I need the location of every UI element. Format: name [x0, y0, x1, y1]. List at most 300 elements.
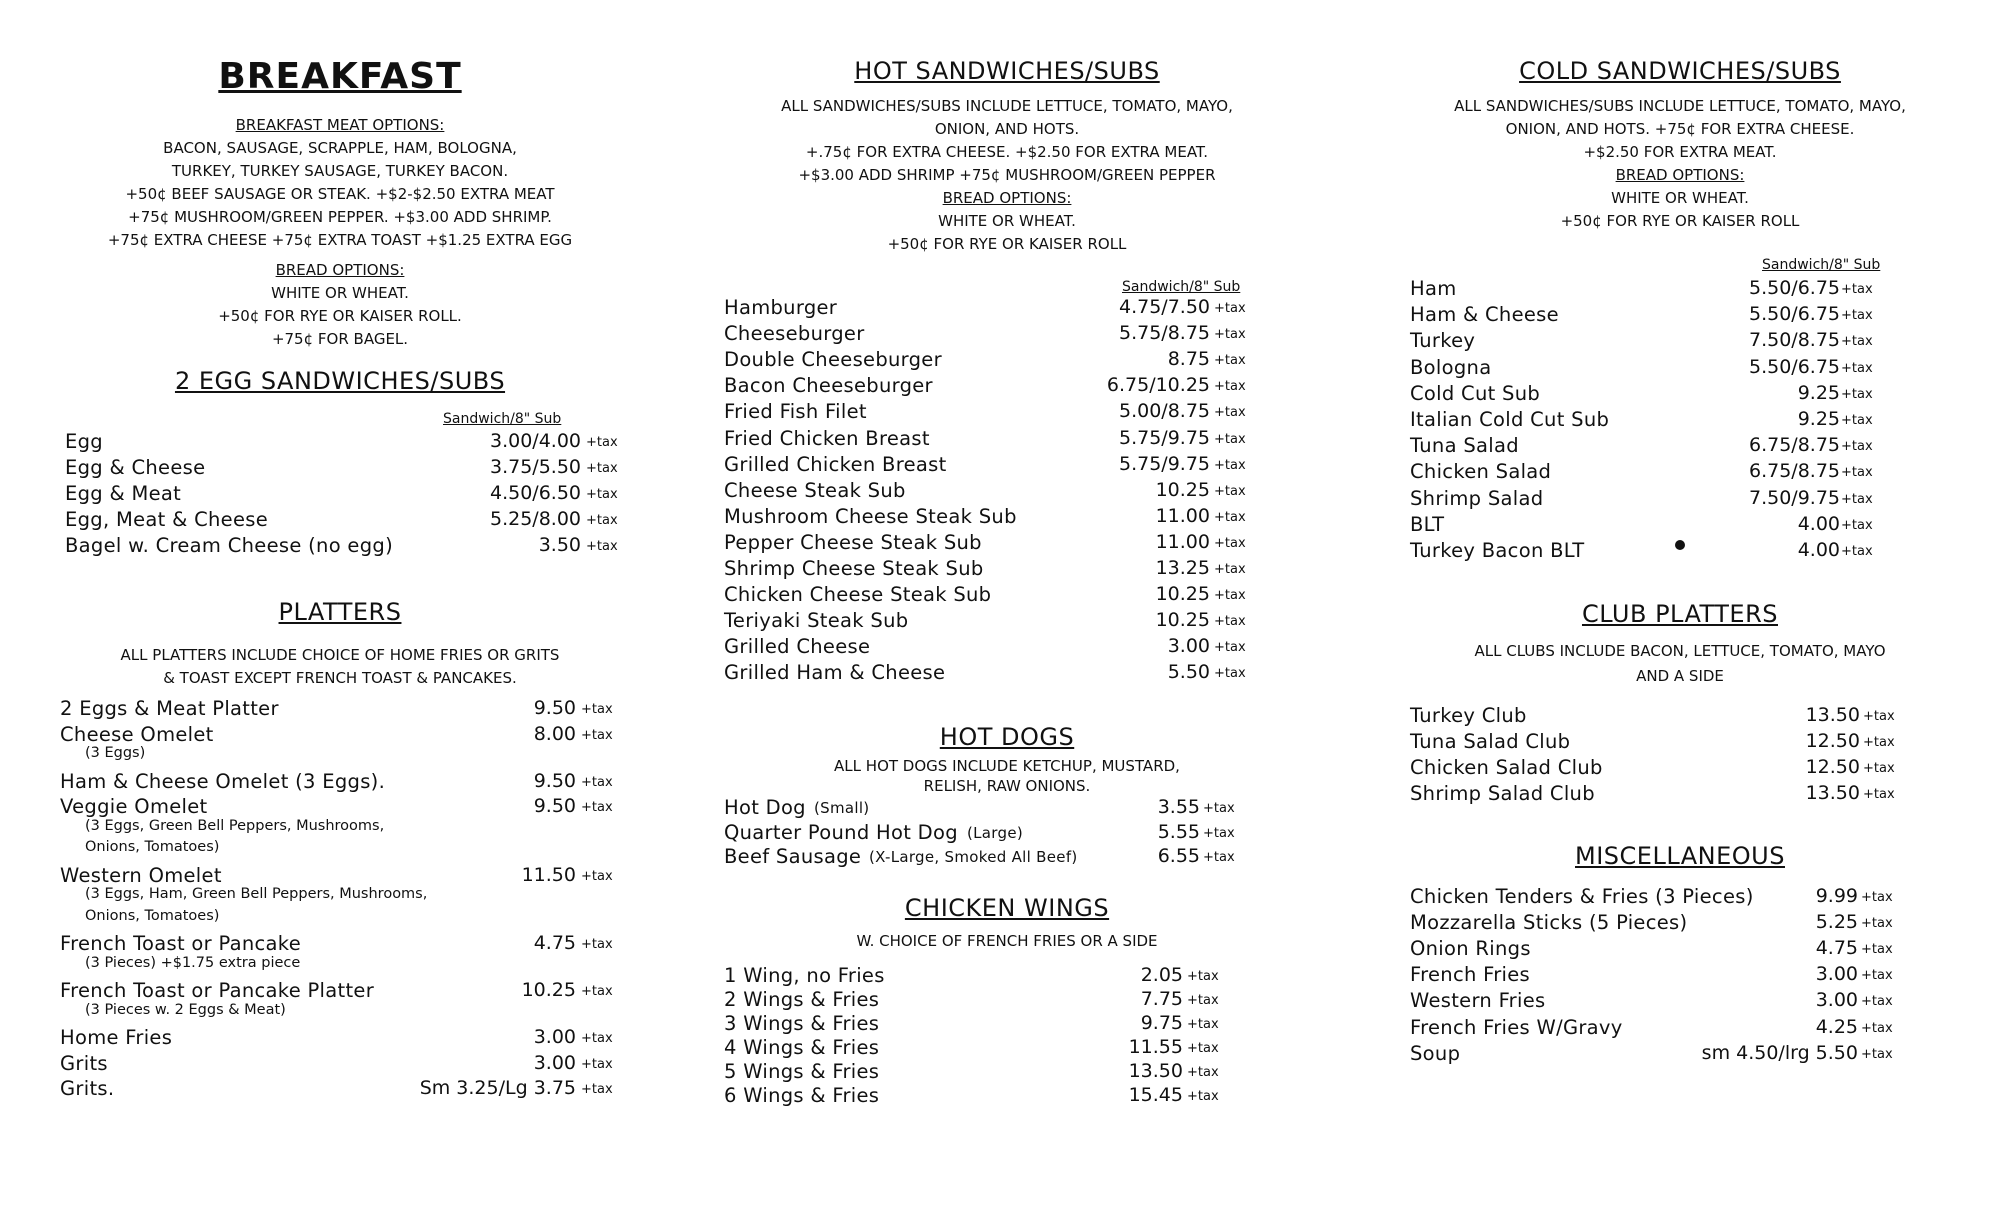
menu-item-price: 9.50: [533, 795, 576, 817]
menu-item-name: Chicken Salad: [1410, 460, 1552, 484]
menu-item-name: Bacon Cheeseburger: [724, 374, 933, 398]
menu-item-name: Chicken Cheese Steak Sub: [724, 583, 992, 607]
tax-label: +tax: [586, 435, 618, 450]
menu-item-price: 4.00: [1797, 539, 1840, 561]
tax-label: +tax: [586, 513, 618, 528]
menu-item-price: 5.50/6.75: [1748, 277, 1840, 299]
menu-item-row: [724, 988, 1290, 1014]
menu-item-row: [65, 430, 625, 456]
menu-item-price: 12.50: [1805, 730, 1860, 752]
tax-label: +tax: [1214, 431, 1246, 447]
meat-line: +50¢ BEEF SAUSAGE OR STEAK. +$2-$2.50 EXTRA MEAT: [125, 185, 555, 203]
tax-label: +tax: [1214, 327, 1246, 343]
menu-item-name: Egg & Cheese: [65, 456, 206, 479]
menu-item-row: [60, 1077, 620, 1103]
bread-line: +50¢ FOR RYE OR KAISER ROLL.: [218, 307, 462, 325]
tax-label: +tax: [1841, 413, 1873, 428]
hot-bread-line: +50¢ FOR RYE OR KAISER ROLL: [887, 235, 1127, 253]
menu-item-name: Hot Dog: [724, 796, 806, 819]
tax-label: +tax: [1861, 916, 1893, 932]
menu-item-row: [724, 531, 1290, 557]
menu-item-row: [1410, 303, 1950, 329]
menu-item-name: Fried Fish Filet: [724, 400, 867, 424]
menu-item-name: Chicken Tenders & Fries (3 Pieces): [1410, 885, 1754, 908]
menu-item-row: [1410, 382, 1950, 408]
tax-label: +tax: [1841, 386, 1873, 402]
menu-item-name: Bologna: [1410, 355, 1492, 379]
menu-item-price: Sm 3.25/Lg 3.75: [419, 1077, 576, 1099]
menu-item-name: Quarter Pound Hot Dog: [724, 820, 958, 844]
tax-label: +tax: [1863, 787, 1895, 802]
tax-label: +tax: [1214, 640, 1246, 656]
tax-label: +tax: [1214, 588, 1246, 604]
tax-label: +tax: [1187, 1089, 1219, 1104]
tax-label: +tax: [1863, 761, 1895, 776]
menu-item-row: [1410, 513, 1950, 539]
menu-item-price: 5.50: [1167, 661, 1210, 684]
bread-options-header: BREAD OPTIONS:: [275, 261, 405, 279]
tax-label: +tax: [1863, 709, 1895, 724]
menu-item-name: Grilled Chicken Breast: [724, 452, 947, 476]
menu-item-description: Onions, Tomatoes): [85, 839, 220, 855]
meat-line: BACON, SAUSAGE, SCRAPPLE, HAM, BOLOGNA,: [163, 139, 517, 157]
menu-item-name: Egg: [65, 430, 103, 453]
menu-item-name: Home Fries: [60, 1026, 173, 1049]
menu-item-price: 11.50: [521, 863, 576, 886]
menu-item-row: [65, 534, 625, 560]
menu-item-price: 4.50/6.50: [489, 482, 581, 504]
menu-item-row: [1410, 885, 1950, 911]
menu-item-price: 9.25: [1797, 381, 1840, 404]
egg-size-header: Sandwich/8" Sub: [443, 411, 562, 427]
menu-item-price: 6.75/8.75: [1748, 460, 1840, 483]
menu-item-detail: (X-Large, Smoked All Beef): [869, 848, 1078, 866]
hot-sandwiches-title: HOT SANDWICHES/SUBS: [854, 57, 1160, 85]
menu-item-name: Shrimp Salad Club: [1410, 782, 1595, 805]
menu-item-price: 3.00: [1815, 963, 1858, 986]
menu-item-name: Turkey Club: [1410, 704, 1527, 727]
menu-item-row: [724, 557, 1290, 583]
menu-item-name: Mushroom Cheese Steak Sub: [724, 504, 1017, 528]
tax-label: +tax: [1214, 666, 1246, 682]
hot-bread-header: BREAD OPTIONS:: [942, 189, 1072, 207]
menu-item-price: 3.00/4.00: [489, 430, 581, 452]
tax-label: +tax: [1841, 360, 1873, 376]
menu-item-name: Tuna Salad Club: [1410, 730, 1571, 753]
tax-label: +tax: [1187, 1065, 1219, 1080]
menu-item-name: 1 Wing, no Fries: [724, 964, 885, 987]
tax-label: +tax: [1841, 334, 1873, 350]
menu-item-price: 10.25: [1155, 609, 1210, 632]
menu-item-price: 11.00: [1155, 530, 1210, 553]
hot-note-line: ONION, AND HOTS.: [934, 120, 1080, 138]
platters-note-line: ALL PLATTERS INCLUDE CHOICE OF HOME FRIES OR GRITS: [120, 646, 560, 664]
hot-dogs-note: [724, 756, 1290, 796]
cold-size-header: Sandwich/8" Sub: [1762, 257, 1881, 273]
menu-item-price: 2.05: [1140, 964, 1183, 986]
menu-item-price: 3.00: [533, 1026, 576, 1048]
tax-label: +tax: [586, 539, 618, 554]
tax-label: +tax: [581, 1031, 613, 1046]
menu-item-name: Western Fries: [1410, 989, 1546, 1013]
bread-line: +75¢ FOR BAGEL.: [271, 330, 409, 348]
menu-item-row: [1410, 487, 1950, 513]
menu-item-name: Western Omelet: [60, 863, 222, 887]
menu-item-price: 13.50: [1128, 1060, 1183, 1082]
menu-item-row: [724, 635, 1290, 661]
menu-item-name: Grilled Cheese: [724, 635, 871, 659]
menu-item-row: [60, 1026, 620, 1052]
tax-label: +tax: [581, 702, 613, 717]
menu-item-row: [60, 697, 620, 723]
tax-label: +tax: [1861, 1020, 1893, 1036]
menu-item-name: Hamburger: [724, 296, 838, 319]
tax-label: +tax: [581, 868, 613, 884]
menu-item-price: 4.75: [533, 932, 576, 954]
menu-item-row: [1410, 730, 1950, 756]
menu-item-name: 2 Eggs & Meat Platter: [60, 697, 279, 720]
menu-item-price: 6.55: [1157, 845, 1200, 867]
bread-line: WHITE OR WHEAT.: [271, 284, 409, 302]
menu-item-price: 9.99: [1815, 885, 1858, 907]
menu-item-price: sm 4.50/lrg 5.50: [1701, 1041, 1858, 1064]
club-note-line: ALL CLUBS INCLUDE BACON, LETTUCE, TOMATO, MAYO: [1474, 642, 1886, 660]
right-column: [1410, 0, 1950, 1214]
menu-item-row: [1410, 1016, 1950, 1042]
menu-item-name: Grilled Ham & Cheese: [724, 661, 946, 685]
menu-item-row: [724, 845, 1290, 871]
menu-item-name: Double Cheeseburger: [724, 348, 942, 372]
menu-item-name: Chicken Salad Club: [1410, 756, 1603, 779]
hot-note-line: +$3.00 ADD SHRIMP +75¢ MUSHROOM/GREEN PEPPER: [798, 166, 1216, 184]
egg-sandwiches-title: 2 EGG SANDWICHES/SUBS: [174, 367, 506, 395]
tax-label: +tax: [1203, 825, 1235, 841]
menu-item-row: [724, 661, 1290, 687]
menu-item-name: French Toast or Pancake Platter: [60, 979, 375, 1002]
tax-label: +tax: [1861, 1046, 1893, 1062]
menu-item-row: [1410, 434, 1950, 460]
tax-label: +tax: [581, 800, 613, 815]
menu-item-name: Tuna Salad: [1410, 434, 1519, 458]
menu-item-row: [1410, 1042, 1950, 1068]
menu-item-name: Ham & Cheese Omelet (3 Eggs).: [60, 769, 386, 793]
menu-item-price: 5.75/8.75: [1118, 322, 1210, 345]
menu-item-name: Grits: [60, 1051, 108, 1075]
menu-item-row: [724, 1084, 1290, 1110]
hot-sandwiches-note: [724, 95, 1290, 256]
menu-item-row: [1410, 989, 1950, 1015]
menu-item-price: 10.25: [1155, 583, 1210, 606]
menu-item-name: 6 Wings & Fries: [724, 1084, 880, 1107]
menu-item-name: Shrimp Salad: [1410, 486, 1544, 510]
menu-item-name: Fried Chicken Breast: [724, 426, 930, 450]
menu-item-price: 9.75: [1140, 1012, 1183, 1034]
meat-line: TURKEY, TURKEY SAUSAGE, TURKEY BACON.: [171, 162, 509, 180]
menu-item-description: (3 Eggs, Ham, Green Bell Peppers, Mushrooms,: [85, 886, 428, 902]
menu-item-description: (3 Eggs): [85, 745, 146, 761]
menu-item-price: 13.25: [1155, 557, 1210, 579]
tax-label: +tax: [1841, 282, 1873, 297]
menu-item-description: Onions, Tomatoes): [85, 907, 220, 924]
menu-item-price: 5.75/9.75: [1118, 452, 1210, 475]
menu-item-name: 2 Wings & Fries: [724, 988, 880, 1011]
menu-item-price: 7.50/9.75: [1748, 486, 1840, 509]
menu-item-description: (3 Pieces) +$1.75 extra piece: [85, 954, 301, 971]
tax-label: +tax: [1214, 614, 1246, 630]
menu-item-row: [724, 1060, 1290, 1086]
menu-item-row: [1410, 356, 1950, 382]
menu-item-price: 4.75/7.50: [1118, 296, 1210, 318]
menu-item-name: Italian Cold Cut Sub: [1410, 408, 1610, 431]
menu-item-name: Onion Rings: [1410, 937, 1531, 961]
menu-item-name: Mozzarella Sticks (5 Pieces): [1410, 911, 1688, 935]
menu-item-price: 5.25/8.00: [489, 508, 581, 530]
menu-item-price: 4.00: [1797, 512, 1840, 535]
menu-item-detail: (Small): [814, 799, 870, 817]
tax-label: +tax: [1214, 562, 1246, 577]
breakfast-title: BREAKFAST: [218, 56, 462, 97]
menu-item-row: [724, 296, 1290, 322]
tax-label: +tax: [1841, 491, 1873, 507]
menu-item-row: [60, 1052, 620, 1078]
club-platters-note: [1410, 639, 1950, 689]
tax-label: +tax: [586, 487, 618, 502]
menu-item-price: 10.25: [1155, 478, 1210, 501]
menu-item-name: Ham & Cheese: [1410, 303, 1559, 327]
breakfast-meat-options: [60, 114, 620, 252]
menu-item-row: [724, 374, 1290, 400]
menu-item-description: (3 Pieces w. 2 Eggs & Meat): [85, 1001, 286, 1018]
hot-dogs-note-line: RELISH, RAW ONIONS.: [923, 777, 1091, 795]
tax-label: +tax: [1841, 465, 1873, 481]
menu-item-name: Veggie Omelet: [60, 795, 208, 818]
chicken-wings-title: CHICKEN WINGS: [904, 894, 1110, 922]
menu-item-price: 5.50/6.75: [1748, 355, 1840, 378]
menu-item-price: 9.25: [1797, 408, 1840, 430]
menu-item-price: 13.50: [1805, 704, 1860, 726]
tax-label: +tax: [581, 727, 613, 743]
tax-label: +tax: [1214, 483, 1246, 499]
menu-item-row: [1410, 963, 1950, 989]
cold-sandwiches-note: [1410, 95, 1950, 233]
platters-note-line: & TOAST EXCEPT FRENCH TOAST & PANCAKES.: [163, 669, 517, 687]
menu-item-row: [724, 1012, 1290, 1038]
menu-item-row: [1410, 277, 1950, 303]
menu-item-row: [65, 482, 625, 508]
cold-bread-header: BREAD OPTIONS:: [1615, 166, 1745, 184]
menu-item-description: (3 Eggs, Green Bell Peppers, Mushrooms,: [85, 817, 385, 834]
menu-item-price: 13.50: [1805, 782, 1860, 804]
tax-label: +tax: [581, 984, 613, 999]
menu-item-row: [1410, 329, 1950, 355]
platters-note: [60, 644, 620, 690]
menu-item-name: Pepper Cheese Steak Sub: [724, 530, 982, 554]
hot-dogs-note-line: ALL HOT DOGS INCLUDE KETCHUP, MUSTARD,: [834, 757, 1180, 775]
menu-item-name: Ham: [1410, 277, 1457, 300]
tax-label: +tax: [1861, 890, 1893, 905]
tax-label: +tax: [1863, 735, 1895, 750]
menu-item-row: [724, 1036, 1290, 1062]
menu-item-row: [1410, 911, 1950, 937]
menu-item-row: [724, 583, 1290, 609]
tax-label: +tax: [1861, 968, 1893, 984]
tax-label: +tax: [586, 461, 618, 476]
meat-line: +75¢ MUSHROOM/GREEN PEPPER. +$3.00 ADD SHRIMP.: [128, 208, 552, 226]
hot-bread-line: WHITE OR WHEAT.: [938, 212, 1076, 230]
menu-item-price: 4.75: [1815, 937, 1858, 960]
cold-bread-line: +50¢ FOR RYE OR KAISER ROLL: [1560, 212, 1800, 230]
middle-column: [724, 0, 1290, 1214]
menu-item-row: [724, 796, 1290, 822]
cold-bread-line: WHITE OR WHEAT.: [1611, 189, 1749, 207]
menu-item-row: [724, 964, 1290, 990]
menu-item-name: Beef Sausage: [724, 845, 862, 868]
club-platters-title: CLUB PLATTERS: [1581, 600, 1778, 628]
menu-item-name: Cheese Steak Sub: [724, 478, 906, 502]
tax-label: +tax: [581, 1056, 613, 1072]
menu-item-row: [1410, 756, 1950, 782]
menu-item-price: 9.50: [533, 769, 576, 792]
menu-item-price: 3.75/5.50: [489, 456, 581, 478]
menu-item-name: French Toast or Pancake: [60, 932, 302, 955]
menu-item-row: [1410, 460, 1950, 486]
tax-label: +tax: [1841, 517, 1873, 533]
menu-item-name: Cold Cut Sub: [1410, 381, 1541, 405]
menu-item-name: 4 Wings & Fries: [724, 1036, 880, 1059]
tax-label: +tax: [1214, 509, 1246, 525]
tax-label: +tax: [1841, 308, 1873, 324]
menu-item-row: [724, 427, 1290, 453]
menu-item-price: 3.55: [1157, 796, 1200, 818]
menu-item-price: 3.00: [533, 1051, 576, 1074]
menu-item-price: 3.50: [538, 534, 581, 556]
hot-note-line: ALL SANDWICHES/SUBS INCLUDE LETTUCE, TOMATO, MAYO,: [781, 97, 1233, 115]
menu-item-name: Grits.: [60, 1077, 115, 1100]
cold-note-line: +$2.50 FOR EXTRA MEAT.: [1583, 143, 1777, 161]
tax-label: +tax: [1214, 353, 1246, 369]
menu-item-price: 8.00: [533, 722, 576, 745]
menu-item-price: 10.25: [521, 979, 576, 1001]
menu-item-price: 8.75: [1167, 348, 1210, 371]
menu-item-row: [724, 821, 1290, 847]
menu-item-name: Egg & Meat: [65, 482, 182, 505]
menu-item-row: [1410, 937, 1950, 963]
menu-item-row: [724, 609, 1290, 635]
menu-item-detail: (Large): [967, 823, 1024, 842]
tax-label: +tax: [1861, 942, 1893, 958]
meat-line: +75¢ EXTRA CHEESE +75¢ EXTRA TOAST +$1.25 EXTRA EGG: [107, 231, 573, 249]
platters-title: PLATTERS: [278, 598, 402, 626]
tax-label: +tax: [1187, 969, 1219, 984]
menu-item-row: [724, 505, 1290, 531]
menu-item-price: 5.00/8.75: [1118, 400, 1210, 423]
menu-item-name: Soup: [1410, 1041, 1461, 1065]
left-column: [60, 0, 620, 1214]
miscellaneous-title: MISCELLANEOUS: [1575, 842, 1785, 870]
menu-item-row: [724, 322, 1290, 348]
menu-item-row: [724, 348, 1290, 374]
tax-label: +tax: [1214, 535, 1246, 551]
menu-item-name: Teriyaki Steak Sub: [724, 609, 909, 633]
menu-item-row: [1410, 782, 1950, 808]
meat-options-header: BREAKFAST MEAT OPTIONS:: [235, 116, 445, 134]
menu-item-price: 3.00: [1815, 989, 1858, 1012]
menu-item-row: [1410, 408, 1950, 434]
menu-item-name: 5 Wings & Fries: [724, 1060, 880, 1083]
menu-item-price: 12.50: [1805, 756, 1860, 778]
menu-item-row: [724, 453, 1290, 479]
tax-label: +tax: [1203, 850, 1235, 865]
menu-item-name: Cheese Omelet: [60, 722, 214, 746]
tax-label: +tax: [1214, 301, 1246, 316]
menu-item-price: 3.00: [1167, 635, 1210, 658]
menu-item-row: [724, 400, 1290, 426]
menu-item-price: 7.50/8.75: [1748, 329, 1840, 352]
tax-label: +tax: [581, 774, 613, 790]
menu-item-row: [65, 508, 625, 534]
cold-note-line: ONION, AND HOTS. +75¢ FOR EXTRA CHEESE.: [1505, 120, 1855, 138]
tax-label: +tax: [1841, 439, 1873, 455]
cold-note-line: ALL SANDWICHES/SUBS INCLUDE LETTUCE, TOMATO, MAYO,: [1454, 97, 1906, 115]
tax-label: +tax: [581, 937, 613, 952]
cold-sandwiches-title: COLD SANDWICHES/SUBS: [1519, 57, 1841, 85]
menu-item-row: [65, 456, 625, 482]
tax-label: +tax: [1214, 405, 1246, 421]
menu-item-row: [1410, 704, 1950, 730]
bullet-dot: [1675, 540, 1685, 550]
menu-item-name: BLT: [1410, 512, 1445, 536]
menu-item-price: 4.25: [1815, 1015, 1858, 1038]
menu-item-name: Shrimp Cheese Steak Sub: [724, 557, 984, 580]
tax-label: +tax: [1214, 457, 1246, 473]
menu-item-name: Turkey Bacon BLT: [1410, 539, 1585, 562]
tax-label: +tax: [1187, 1041, 1219, 1056]
menu-item-price: 7.75: [1140, 988, 1183, 1010]
menu-item-name: French Fries W/Gravy: [1410, 1015, 1623, 1039]
menu-item-name: Cheeseburger: [724, 322, 865, 346]
menu-item-row: [60, 770, 620, 796]
menu-item-name: Turkey: [1410, 329, 1476, 353]
menu-item-price: 5.25: [1815, 911, 1858, 934]
hot-note-line: +.75¢ FOR EXTRA CHEESE. +$2.50 FOR EXTRA MEAT.: [805, 143, 1209, 161]
tax-label: +tax: [581, 1082, 613, 1097]
menu-item-price: 6.75/8.75: [1748, 434, 1840, 457]
hot-dogs-title: HOT DOGS: [939, 723, 1075, 751]
tax-label: +tax: [1214, 379, 1246, 395]
menu-item-price: 5.55: [1157, 820, 1200, 843]
menu-item-price: 9.50: [533, 697, 576, 719]
menu-item-name: Bagel w. Cream Cheese (no egg): [65, 534, 393, 557]
menu-item-price: 11.00: [1155, 504, 1210, 527]
hot-size-header: Sandwich/8" Sub: [1122, 279, 1241, 295]
menu-item-name: French Fries: [1410, 963, 1531, 987]
chicken-wings-note: W. CHOICE OF FRENCH FRIES OR A SIDE: [856, 932, 1158, 950]
menu-item-price: 15.45: [1128, 1084, 1183, 1106]
menu-item-price: 5.50/6.75: [1748, 303, 1840, 326]
tax-label: +tax: [1187, 1017, 1219, 1032]
menu-item-price: 5.75/9.75: [1118, 426, 1210, 449]
tax-label: +tax: [1861, 994, 1893, 1010]
tax-label: +tax: [1203, 801, 1235, 816]
club-note-line: AND A SIDE: [1636, 667, 1724, 685]
breakfast-bread-options: [60, 259, 620, 351]
menu-item-name: Egg, Meat & Cheese: [65, 508, 269, 531]
menu-item-price: 11.55: [1128, 1036, 1183, 1058]
menu-item-row: [724, 479, 1290, 505]
menu-item-price: 6.75/10.25: [1106, 374, 1210, 397]
menu-item-name: 3 Wings & Fries: [724, 1012, 880, 1035]
tax-label: +tax: [1841, 544, 1873, 559]
